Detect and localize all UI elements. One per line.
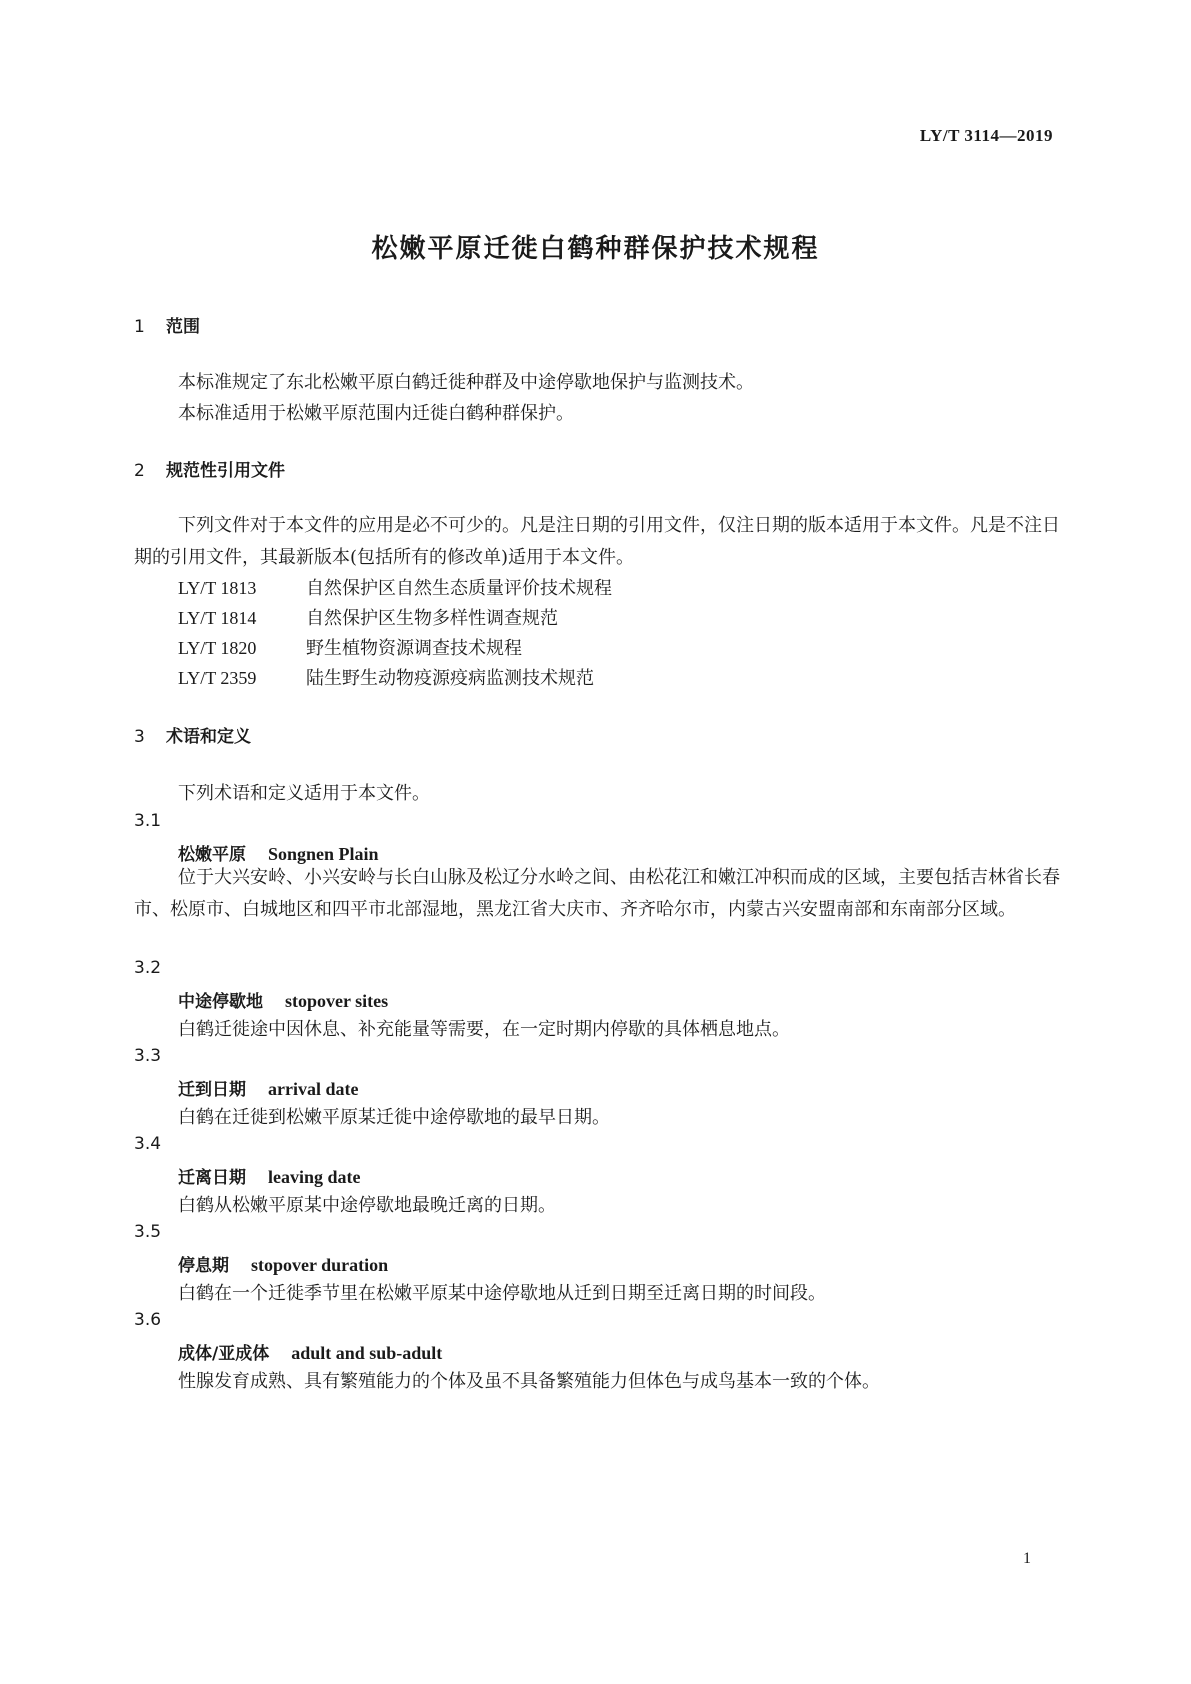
reference-item <box>178 604 558 630</box>
reference-item <box>178 664 594 690</box>
section-number: 3 <box>134 727 145 747</box>
term-definition: 白鹤从松嫩平原某中途停歇地最晚迁离的日期。 <box>178 1195 556 1216</box>
section-title: 规范性引用文件 <box>166 461 285 481</box>
reference-code: LY/T 1814 <box>178 608 257 628</box>
section-number: 2 <box>134 461 145 481</box>
paragraph: 本标准适用于松嫩平原范围内迁徙白鹤种群保护。 <box>178 403 574 424</box>
term-number: 3.3 <box>134 1046 162 1066</box>
term-number: 3.6 <box>134 1310 162 1330</box>
term-zh: 停息期 <box>178 1256 229 1276</box>
term-number: 3.1 <box>134 811 162 831</box>
term-definition: 白鹤迁徙途中因休息、补充能量等需要，在一定时期内停歇的具体栖息地点。 <box>178 1019 790 1040</box>
term-zh: 成体/亚成体 <box>178 1344 270 1364</box>
section-title: 范围 <box>166 317 200 337</box>
reference-title: 陆生野生动物疫源疫病监测技术规范 <box>306 668 594 689</box>
term-en: Songnen Plain <box>268 844 379 864</box>
term-zh: 迁离日期 <box>178 1168 246 1188</box>
term-en: stopover sites <box>285 991 389 1011</box>
reference-title: 自然保护区生物多样性调查规范 <box>306 608 558 629</box>
term-zh: 迁到日期 <box>178 1080 246 1100</box>
term-definition: 性腺发育成熟、具有繁殖能力的个体及虽不具备繁殖能力但体色与成鸟基本一致的个体。 <box>178 1371 880 1392</box>
document-title: 松嫩平原迁徙白鹤种群保护技术规程 <box>371 234 820 264</box>
term-en: arrival date <box>268 1079 359 1099</box>
term-zh: 中途停歇地 <box>178 992 263 1012</box>
term-zh: 松嫩平原 <box>178 845 246 865</box>
reference-item <box>178 634 522 660</box>
reference-code: LY/T 1813 <box>178 578 257 598</box>
section-3-heading <box>134 722 251 747</box>
section-title: 术语和定义 <box>166 727 251 747</box>
term-definition: 白鹤在一个迁徙季节里在松嫩平原某中途停歇地从迁到日期至迁离日期的时间段。 <box>178 1283 826 1304</box>
term-en: leaving date <box>268 1167 361 1187</box>
section-1-heading <box>134 312 200 337</box>
term-heading <box>178 1075 358 1100</box>
page-number: 1 <box>1023 1550 1031 1567</box>
normative-references-intro: 下列文件对于本文件的应用是必不可少的。凡是注日期的引用文件，仅注日期的版本适用于本文件。凡是不注日期的引用文件，其最新版本(包括所有的修改单)适用于本文件。 <box>134 515 1060 568</box>
reference-code: LY/T 1820 <box>178 638 257 658</box>
paragraph: 本标准规定了东北松嫩平原白鹤迁徙种群及中途停歇地保护与监测技术。 <box>178 372 754 393</box>
term-heading <box>178 1163 361 1188</box>
reference-code: LY/T 2359 <box>178 668 257 688</box>
section-2-heading <box>134 456 285 481</box>
section-number: 1 <box>134 317 145 337</box>
term-number: 3.2 <box>134 958 162 978</box>
term-number: 3.5 <box>134 1222 162 1242</box>
term-definition: 白鹤在迁徙到松嫩平原某迁徙中途停歇地的最早日期。 <box>178 1107 610 1128</box>
reference-title: 自然保护区自然生态质量评价技术规程 <box>306 578 612 599</box>
term-heading <box>178 1251 388 1276</box>
term-heading <box>178 987 388 1012</box>
term-en: adult and sub-adult <box>291 1343 443 1363</box>
terms-intro: 下列术语和定义适用于本文件。 <box>178 783 430 804</box>
term-en: stopover duration <box>251 1255 389 1275</box>
term-heading <box>178 1339 442 1364</box>
term-definition: 位于大兴安岭、小兴安岭与长白山脉及松辽分水岭之间、由松花江和嫩江冲积而成的区域，主要包括吉林省长春市、松原市、白城地区和四平市北部湿地，黑龙江省大庆市、齐齐哈尔市，内蒙古兴安盟南部和东南部分区域。 <box>134 867 1060 920</box>
standard-code: LY/T 3114—2019 <box>919 126 1053 145</box>
term-number: 3.4 <box>134 1134 162 1154</box>
reference-item <box>178 574 612 600</box>
reference-title: 野生植物资源调查技术规程 <box>306 638 522 659</box>
